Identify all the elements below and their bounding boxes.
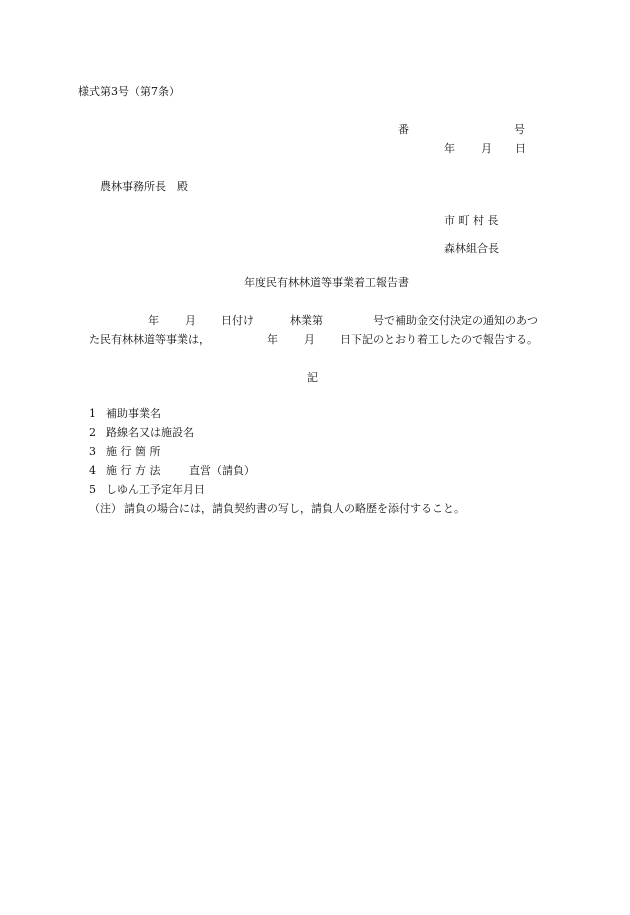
item-number: 3 [89,445,96,458]
item-number: 5 [89,483,96,496]
item-text: 施 行 箇 所 [106,445,161,458]
body-year-2: 年 [267,333,278,346]
year-label: 年 [444,142,455,155]
month-label: 月 [481,142,492,155]
body-month-2: 月 [304,333,315,346]
document-title: 年度民有林林道等事業着工報告書 [244,276,409,289]
body-line2-tail: 日下記のとおり着工したので報告する。 [340,333,538,346]
body-line1-tail: 号で補助金交付決定の通知のあつ [373,314,538,327]
item-text: 路線名又は施設名 [106,426,194,439]
go-label: 号 [514,123,525,136]
item-number: 1 [89,407,96,420]
sender-mayor: 市 町 村 長 [444,214,499,227]
item-text: しゆん工予定年月日 [106,483,205,496]
sender-forestry-union: 森林組合長 [444,242,499,255]
body-line2-head: た民有林林道等事業は， [89,333,210,346]
body-date-suffix: 日付け [221,314,254,327]
item-text: 施 行 方 法 [106,464,161,477]
ban-label: 番 [398,123,409,136]
item-number: 4 [89,464,96,477]
ki-heading: 記 [307,371,318,384]
form-number: 様式第3号（第7条） [78,85,180,98]
item-extra: 直営（請負） [189,464,255,477]
item-number: 2 [89,426,96,439]
note-text: 請負の場合には，請負契約書の写し，請負人の略歴を添付すること。 [124,502,465,515]
body-rinsyo: 林業第 [290,314,323,327]
note-label: （注） [89,502,122,515]
body-month: 月 [185,314,196,327]
addressee: 農林事務所長 殿 [100,180,188,193]
body-year: 年 [148,314,159,327]
day-label: 日 [515,142,526,155]
item-text: 補助事業名 [106,407,161,420]
